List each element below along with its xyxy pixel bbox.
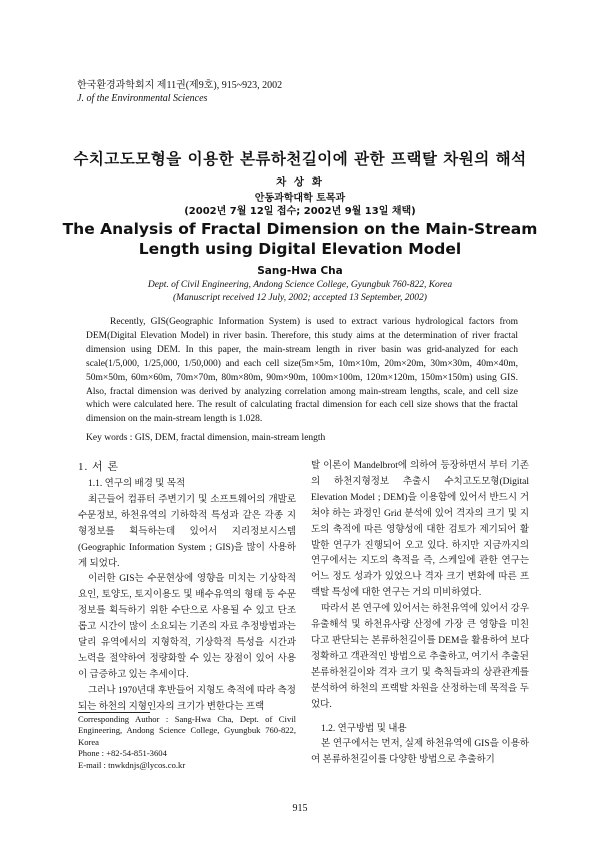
subsection-heading-background: 1.1. 연구의 배경 및 목적 bbox=[88, 479, 186, 489]
section-heading-introduction: 1. 서 론 bbox=[78, 461, 120, 473]
paragraph: 이러한 GIS는 수문현상에 영향을 미치는 기상학적 요인, 토양도, 토지이용도 및 배수유역의 형태 등 수문정보를 획득하기 위한 수단으로 사용될 수 있고 단조롭고 시간이 많이 소요되는 기존의 자료 추정방법과는 달리 유역에서의 지형학적, 기상학적 특성을 시간과 노력을 절약하여 정량화할 수 있는 장점이 있어 사용이 급증하고 있는 추세이다. bbox=[78, 574, 296, 680]
paragraph: 탈 이론이 Mandelbrot에 의하여 등장하면서 부터 기존의 하천지형정보 추출시 수치고도모형(Digital Elevation Model ; DEM)을 이용함에 있어서 반드시 거쳐야 하는 과정인 Grid 분석에 있어 격자의 크기 및 지도의 축적에 따른 영향성에 대한 검토가 제기되어 활발한 연구가 진행되어 오고 있다. 하지만 지금까지의 연구에서는 지도의 축적을 즉, 스케일에 관한 연구는 어느 정도 성과가 있었으나 격자 크기 변화에 따른 프랙탈 특성에 대한 연구는 거의 미비하였다. bbox=[311, 461, 529, 599]
footnote bbox=[78, 714, 296, 771]
subsection-heading-method: 1.2. 연구방법 및 내용 bbox=[321, 723, 407, 734]
keywords: Key words : GIS, DEM, fractal dimension, main-stream length bbox=[86, 433, 326, 443]
english-author: Sang-Hwa Cha bbox=[257, 265, 343, 277]
footnote-corresponding-author: Corresponding Author : Sang-Hwa Cha, Dept. of Civil Engineering, Andong Science College, Gyungbuk 760-822, Korea bbox=[78, 714, 296, 747]
footnote-email: E-mail : tnwkdnjs@lycos.co.kr bbox=[78, 759, 186, 770]
english-received-date: (Manuscript received 12 July, 2002; accepted 13 September, 2002) bbox=[173, 293, 427, 303]
korean-author: 차 상 화 bbox=[276, 176, 324, 188]
footnote-rule bbox=[78, 712, 150, 713]
paragraph: 본 연구에서는 먼저, 실제 하천유역에 GIS을 이용하여 본류하천길이를 다양한 방법으로 추출하기 bbox=[311, 739, 529, 766]
korean-affiliation: 안동과학대학 토목과 bbox=[254, 193, 346, 204]
journal-header bbox=[77, 79, 282, 105]
paragraph: 그러나 1970년대 후반들어 지형도 축적에 따라 측정되는 하천의 지형인자의 크기가 변한다는 프랙 bbox=[78, 685, 296, 712]
korean-received-date: (2002년 7월 12일 접수; 2002년 9월 13일 채택) bbox=[184, 206, 416, 217]
english-affiliation: Dept. of Civil Engineering, Andong Science College, Gyungbuk 760-822, Korea bbox=[147, 280, 453, 290]
korean-title: 수치고도모형을 이용한 본류하천길이에 관한 프랙탈 차원의 해석 bbox=[73, 150, 527, 168]
journal-name-english: J. of the Environmental Sciences bbox=[77, 93, 208, 104]
footnote-phone: Phone : +82-54-851-3604 bbox=[78, 748, 167, 759]
abstract: Recently, GIS(Geographic Information System) is used to extract various hydrological factors from DEM(Digital Elevation Model) in river basin. Therefore, this study aims at the determination of river fractal dimension using DEM. In this paper, the main-stream length in river basin was grid-analyzed for each scale(1/5,000, 1/25,000, 1/50,000) and each cell size(5m×5m, 10m×10m, 20m×20m, 30m×30m, 40m×40m, 50m×50m, 60m×60m, 70m×70m, 80m×80m, 90m×90m, 100m×100m, 120m×120m, 150m×150m) using GIS. Also, fractal dimension was derived by analyzing correlation among main-stream lengths, scale, and cell size which were calculated here. The result of calculating fractal dimension for each cell size shows that the fractal dimension on the main-stream length is 1.028. bbox=[86, 317, 518, 425]
paragraph: 따라서 본 연구에 있어서는 하천유역에 있어서 강우유출해석 및 하천유사량 산정에 가장 큰 영향을 미친다고 판단되는 본류하천길이를 DEM을 활용하여 보다 정확하고 객관적인 방법으로 추출하고, 여기서 추출된 본류하천길이와 격자 크기 및 축척들과의 상관관계를 분석하여 하천의 프랙탈 차원을 산정하는데 목적을 두었다. bbox=[311, 604, 529, 710]
body-column-right bbox=[311, 459, 529, 769]
page-number: 915 bbox=[292, 803, 308, 814]
english-title-line1: The Analysis of Fractal Dimension on the Main-Stream bbox=[62, 220, 538, 238]
paragraph: 최근들어 컴퓨터 주변기기 및 소프트웨어의 개발로 수문정보, 하천유역의 기하학적 특성과 같은 각종 지형정보를 획득하는데 있어서 지리정보시스템(Geographic Information System ; GIS)을 많이 사용하게 되었다. bbox=[78, 494, 296, 569]
journal-name-korean: 한국환경과학회지 제11권(제9호), 915~923, 2002 bbox=[77, 80, 283, 91]
english-affiliation-block bbox=[0, 279, 600, 305]
english-title-line2: Length using Digital Elevation Model bbox=[138, 240, 462, 258]
english-title bbox=[0, 219, 600, 259]
body-column-left bbox=[78, 459, 296, 716]
